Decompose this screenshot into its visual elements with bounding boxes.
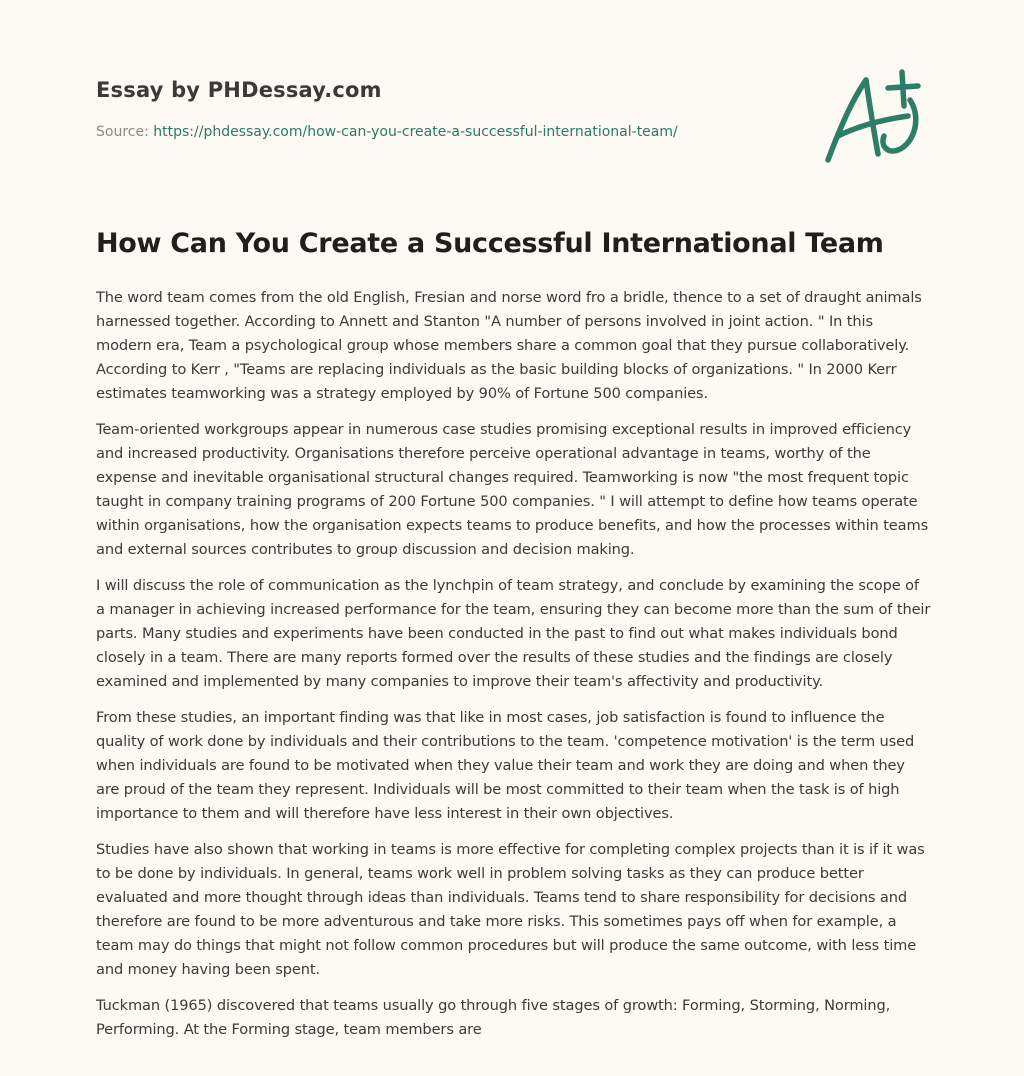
essay-body — [96, 286, 932, 1054]
source-label: Source: — [96, 124, 154, 140]
essay-paragraph: I will discuss the role of communication as the lynchpin of team strategy, and conclude by examining the scope of a manager in achieving increased performance for the team, ensuring they can become more than the sum of their parts. Many studies and experiments have been conducted in the past to find out what makes individuals bond closely in a team. There are many reports formed over the results of these studies and the findings are closely examined and implemented by many companies to improve their team's affectivity and productivity. — [96, 577, 931, 690]
essay-paragraph: Tuckman (1965) discovered that teams usually go through five stages of growth: Forming, Storming, Norming, Performing. At the Forming stage, team members are — [96, 997, 891, 1038]
source-line — [96, 122, 816, 142]
essay-title: How Can You Create a Successful International Team — [96, 228, 884, 259]
site-title: Essay by PHDessay.com — [96, 78, 382, 102]
source-link[interactable]: https://phdessay.com/how-can-you-create-a-successful-international-team/ — [153, 124, 678, 140]
page-header — [96, 72, 816, 142]
a-plus-grade-icon — [818, 66, 930, 166]
essay-paragraph: The word team comes from the old English, Fresian and norse word fro a bridle, thence to a set of draught animals harnessed together. According to Annett and Stanton "A number of persons involved in joint action. " In this modern era, Team a psychological group whose members share a common goal that they pursue collaboratively. According to Kerr , "Teams are replacing individuals as the basic building blocks of organizations. " In 2000 Kerr estimates teamworking was a strategy employed by 90% of Fortune 500 companies. — [96, 289, 922, 402]
essay-paragraph: Team-oriented workgroups appear in numerous case studies promising exceptional results in improved efficiency and increased productivity. Organisations therefore perceive operational advantage in teams, worthy of the expense and inevitable organisational structural changes required. Teamworking is now "the most frequent topic taught in company training programs of 200 Fortune 500 companies. " I will attempt to define how teams operate within organisations, how the organisation expects teams to produce benefits, and how the processes within teams and external sources contributes to group discussion and decision making. — [96, 421, 929, 558]
essay-paragraph: From these studies, an important finding was that like in most cases, job satisfaction is found to influence the quality of work done by individuals and their contributions to the team. 'competence motivation' is the term used when individuals are found to be motivated when they value their team and work they are doing and when they are proud of the team they represent. Individuals will be most committed to their team when the task is of high importance to them and will therefore have less interest in their own objectives. — [96, 709, 915, 822]
essay-paragraph: Studies have also shown that working in teams is more effective for completing complex projects than it is if it was to be done by individuals. In general, teams work well in problem solving tasks as they can produce better evaluated and more thought through ideas than individuals. Teams tend to share responsibility for decisions and therefore are found to be more adventurous and take more risks. This sometimes pays off when for example, a team may do things that might not follow common procedures but will produce the same outcome, with less time and money having been spent. — [96, 841, 925, 978]
